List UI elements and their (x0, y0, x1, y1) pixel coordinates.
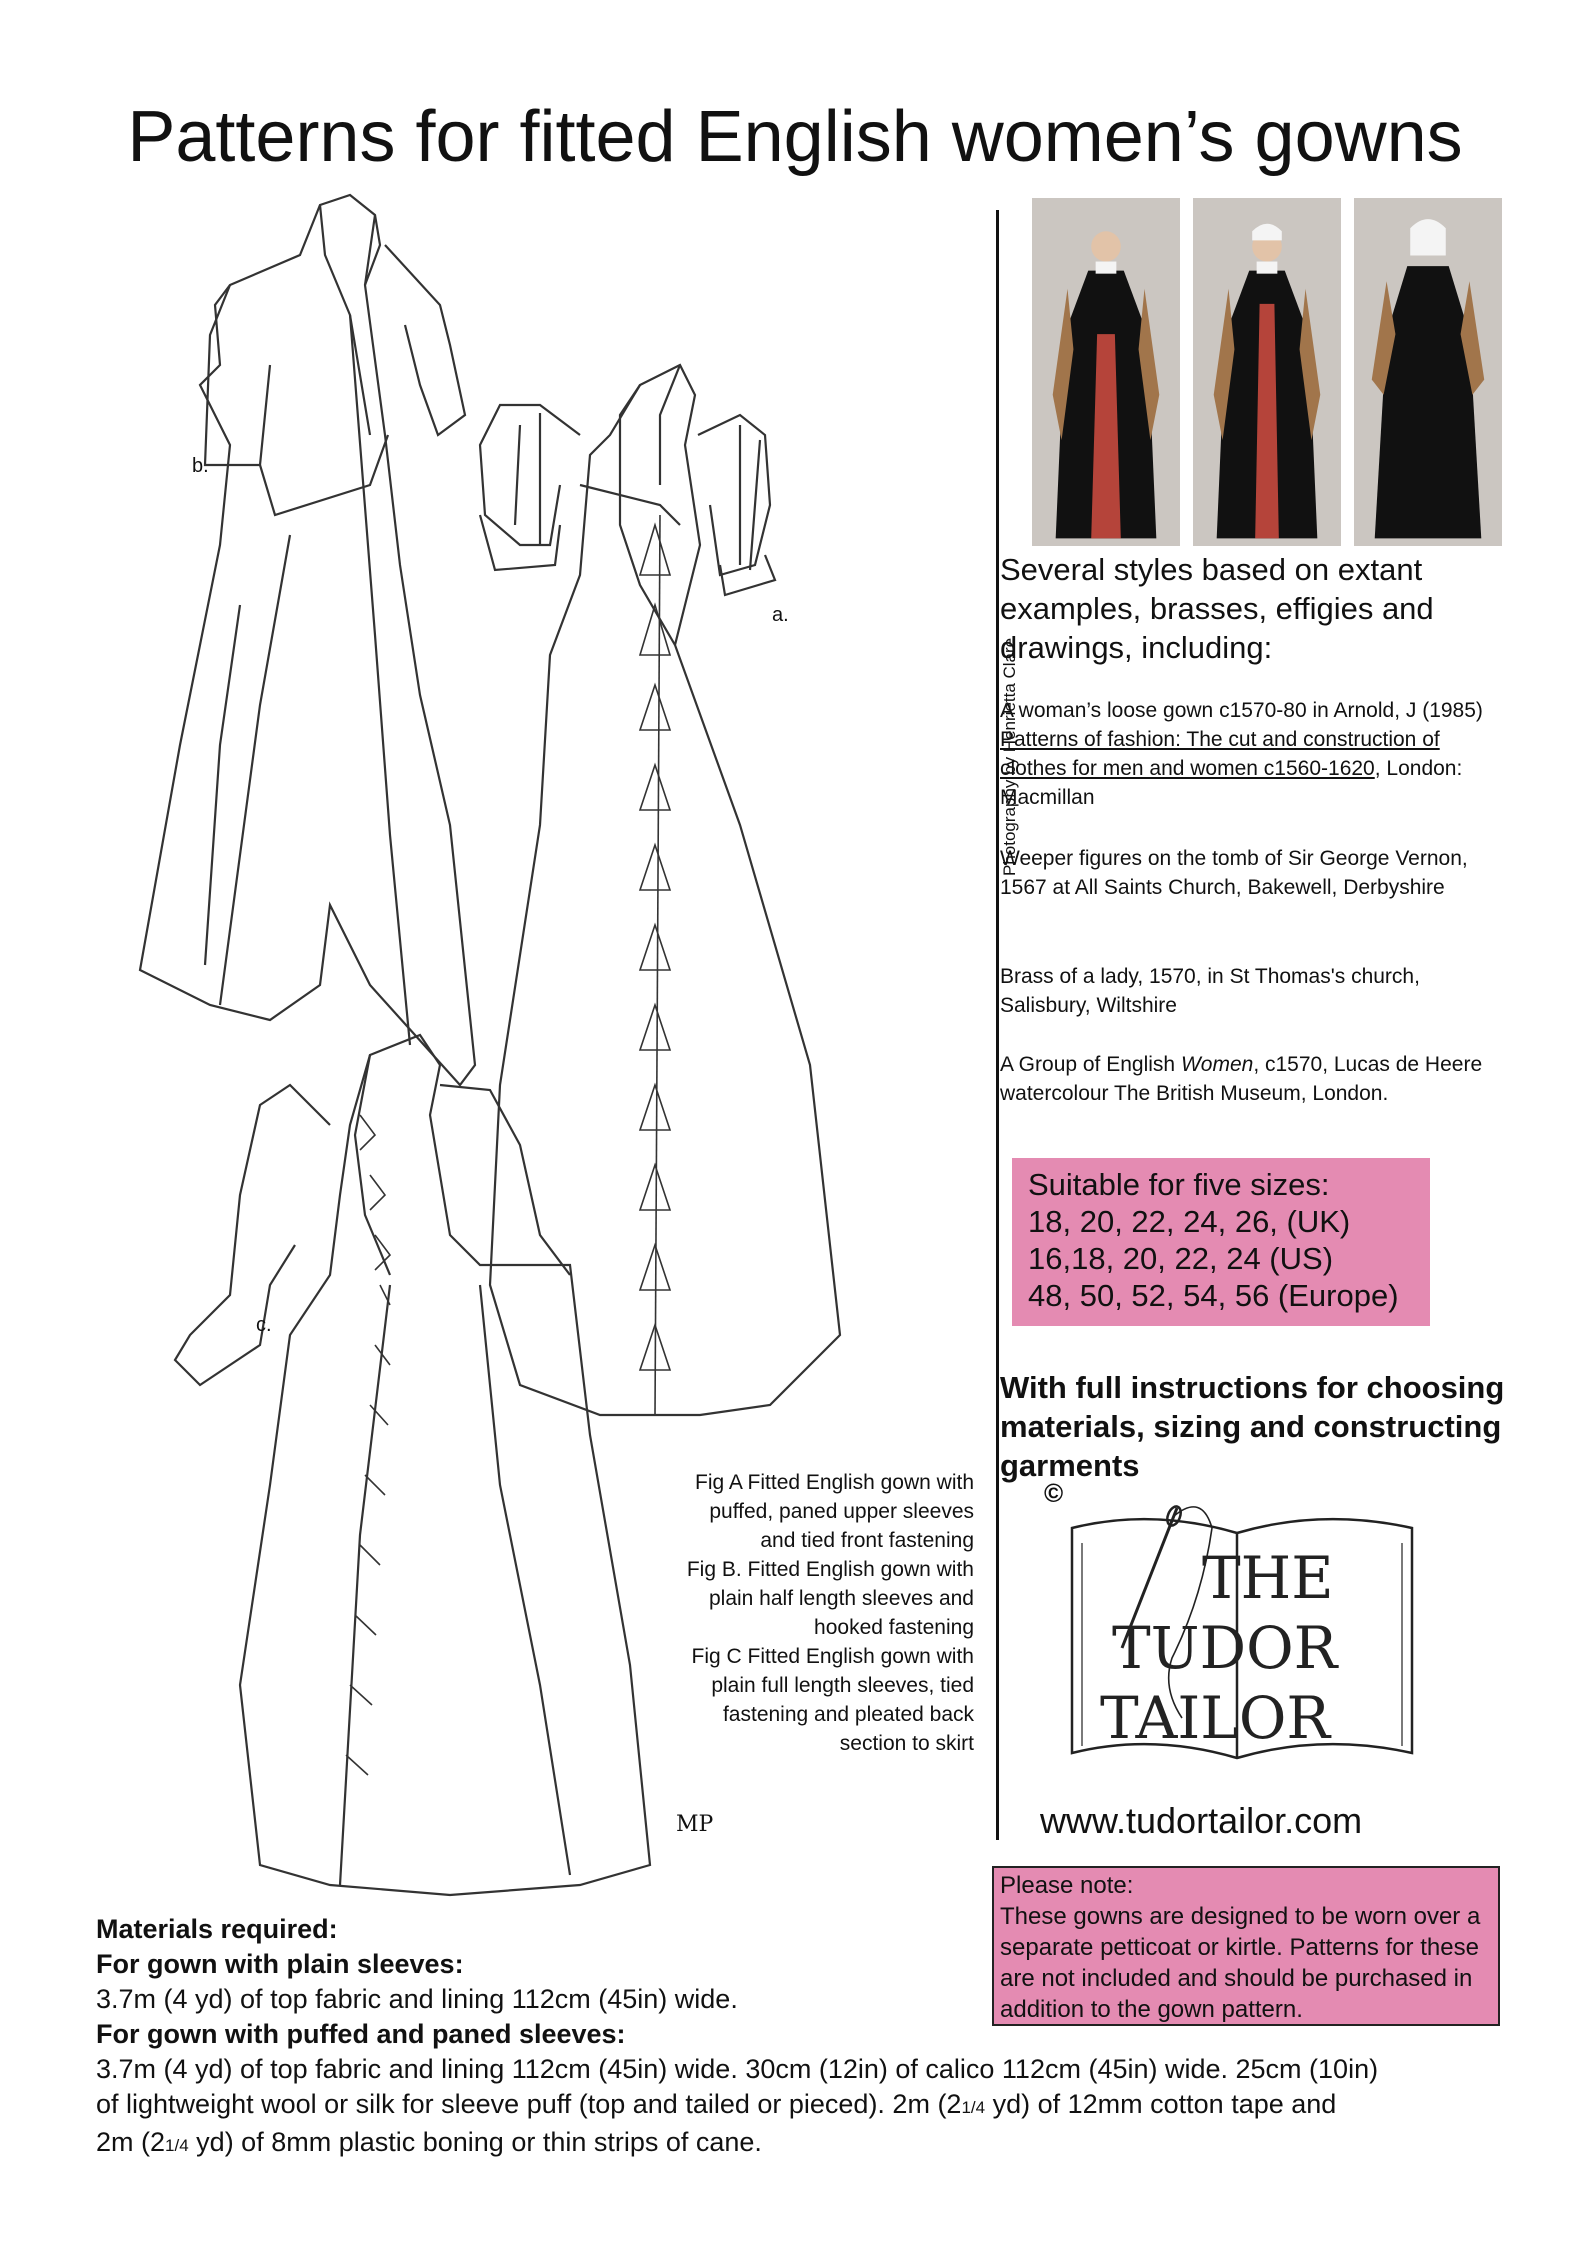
puffed-sleeves-heading: For gown with puffed and paned sleeves: (96, 2019, 626, 2049)
figure-captions (604, 1468, 974, 1758)
reference-brass: Brass of a lady, 1570, in St Thomas's church, Salisbury, Wiltshire (1000, 965, 1420, 1017)
figure-label-a: a. (772, 604, 789, 626)
sizes-us: 16,18, 20, 22, 24 (US) (1028, 1241, 1334, 1276)
instructions-text: With full instructions for choosing materials, sizing and constructing garments (1000, 1370, 1505, 1483)
plain-sleeves-text: 3.7m (4 yd) of top fabric and lining 112cm (45in) wide. (96, 1984, 738, 2014)
tudor-tailor-logo (1052, 1488, 1432, 1788)
reference-arnold-title: Patterns of fashion: The cut and construction of clothes for men and women c1560-1620 (1000, 728, 1440, 780)
note-heading: Please note: (1000, 1872, 1134, 1899)
caption-line: Fig C Fitted English gown with (691, 1645, 974, 1668)
sizes-europe: 48, 50, 52, 54, 56 (Europe) (1028, 1278, 1399, 1313)
artist-signature: MP (676, 1812, 714, 1837)
caption-line: plain full length sleeves, tied (711, 1674, 974, 1697)
logo-line1: THE (1202, 1544, 1334, 1612)
photo-front-view-2 (1193, 198, 1341, 546)
copyright-symbol: © (1044, 1478, 1064, 1508)
sizes-uk: 18, 20, 22, 24, 26, (UK) (1028, 1204, 1351, 1239)
photo-front-view (1032, 198, 1180, 546)
intro-text: Several styles based on extant examples, brasses, effigies and drawings, including: (1000, 552, 1434, 665)
column-divider (996, 210, 999, 1840)
caption-line: and tied front fastening (760, 1529, 974, 1552)
website-url: www.tudortailor.com (1040, 1800, 1363, 1841)
logo-line2: TUDOR (1112, 1614, 1338, 1682)
page-title: Patterns for fitted English women’s gowns (127, 97, 1463, 177)
caption-line: fastening and pleated back (722, 1703, 974, 1726)
logo-line3: TAILOR (1100, 1684, 1331, 1752)
figure-label-b: b. (192, 455, 209, 477)
caption-line: hooked fastening (814, 1616, 974, 1639)
materials-section (96, 1912, 1536, 2163)
caption-line: Fig A Fitted English gown with (695, 1471, 974, 1494)
photo-strip (1032, 198, 1502, 546)
reference-de-heere: A Group of English Women, c1570, Lucas de Heere watercolour The British Museum, London. (1000, 1053, 1483, 1105)
gown-b-drawing (140, 195, 475, 1085)
gown-a-drawing (480, 365, 840, 1415)
gown-c-drawing (175, 1035, 650, 1895)
puffed-sleeves-line3: 2m (21/4 yd) of 8mm plastic boning or thin strips of cane. (96, 2127, 762, 2157)
caption-line: section to skirt (839, 1732, 974, 1755)
caption-line: plain half length sleeves and (708, 1587, 974, 1610)
caption-line: Fig B. Fitted English gown with (686, 1558, 974, 1581)
plain-sleeves-heading: For gown with plain sleeves: (96, 1949, 464, 1979)
puffed-sleeves-line1: 3.7m (4 yd) of top fabric and lining 112cm (45in) wide. 30cm (12in) of calico 112cm (45in) wide. 25cm (10in) (96, 2054, 1379, 2084)
reference-vernon: Weeper figures on the tomb of Sir George Vernon, 1567 at All Saints Church, Bakewell, Derbyshire (1000, 847, 1468, 899)
photo-credit-text: Photography by Henrietta Clare (1000, 637, 1019, 876)
figure-label-c: c. (256, 1314, 272, 1336)
puffed-sleeves-line2: of lightweight wool or silk for sleeve puff (top and tailed or pieced). 2m (21/4 yd) of 12mm cotton tape and (96, 2089, 1337, 2119)
note-text: These gowns are designed to be worn over a separate petticoat or kirtle. Patterns for these are not included and should be purchased in addition to the gown pattern. (1000, 1903, 1481, 2023)
photo-back-view (1354, 198, 1502, 546)
sizes-box (1012, 1158, 1430, 1326)
sizes-heading: Suitable for five sizes: (1028, 1167, 1330, 1202)
reference-arnold: A woman’s loose gown c1570-80 in Arnold, J (1985) Patterns of fashion: The cut and construction of clothes for men and women c1560-1620, London: Macmillan (1000, 699, 1483, 809)
materials-heading: Materials required: (96, 1914, 338, 1944)
caption-line: puffed, paned upper sleeves (709, 1500, 974, 1523)
